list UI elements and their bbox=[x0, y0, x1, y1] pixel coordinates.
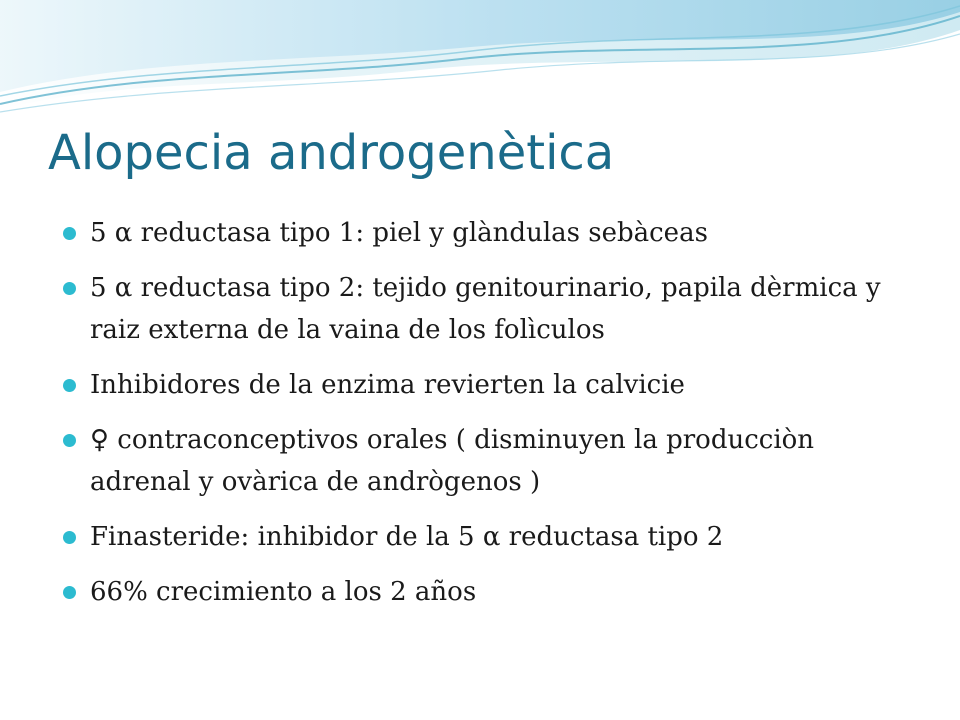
bullet-text: 66% crecimiento a los 2 años bbox=[90, 577, 477, 607]
decorative-wave-header bbox=[0, 0, 960, 120]
bullet-text: 5 α reductasa tipo 1: piel y glàndulas sebàceas bbox=[90, 218, 708, 248]
bullet-list bbox=[62, 212, 922, 626]
bullet-dot-icon bbox=[63, 531, 76, 544]
bullet-item bbox=[62, 212, 922, 254]
bullet-text: 5 α reductasa tipo 2: tejido genitourinario, papila dèrmica y raiz externa de la vaina de los folìculos bbox=[90, 273, 881, 345]
bullet-text: Finasteride: inhibidor de la 5 α reductasa tipo 2 bbox=[90, 522, 724, 552]
slide-title: Alopecia androgenètica bbox=[48, 125, 615, 181]
bullet-dot-icon bbox=[63, 434, 76, 447]
bullet-dot-icon bbox=[63, 586, 76, 599]
bullet-item bbox=[62, 516, 922, 558]
bullet-dot-icon bbox=[63, 282, 76, 295]
bullet-text: Inhibidores de la enzima revierten la calvicie bbox=[90, 370, 685, 400]
bullet-text: ♀ contraconceptivos orales ( disminuyen la producciòn adrenal y ovàrica de andrògenos ) bbox=[90, 425, 815, 497]
bullet-item bbox=[62, 419, 922, 503]
bullet-item bbox=[62, 571, 922, 613]
bullet-dot-icon bbox=[63, 379, 76, 392]
bullet-item bbox=[62, 364, 922, 406]
bullet-dot-icon bbox=[63, 227, 76, 240]
bullet-item bbox=[62, 267, 922, 351]
